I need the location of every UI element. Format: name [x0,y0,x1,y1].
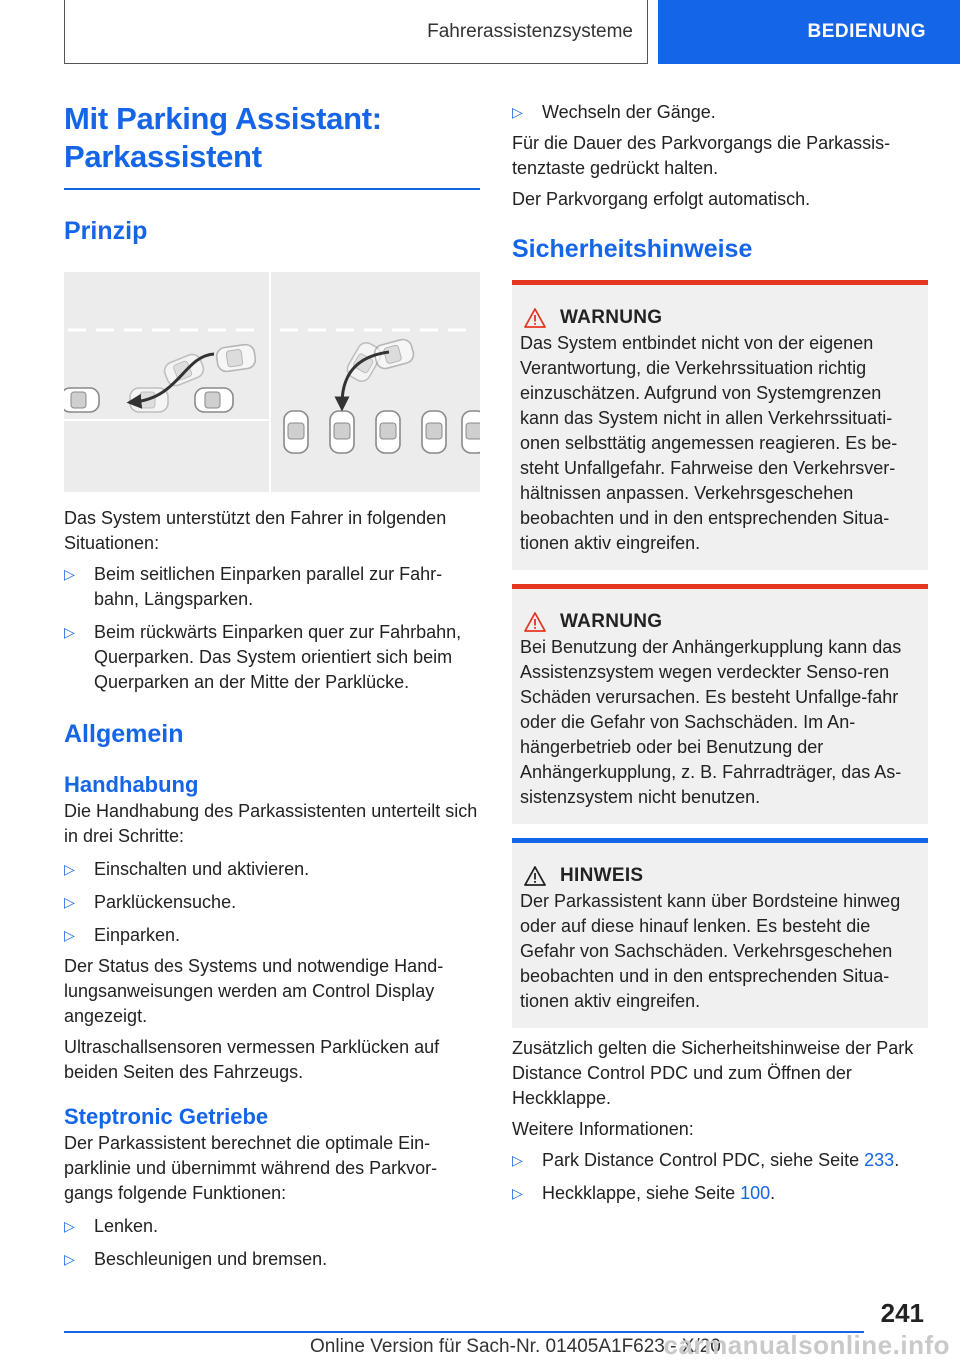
warning-title-row [520,611,920,633]
auto-text: Der Parkvorgang erfolgt automatisch. [512,189,811,209]
bullet-triangle-icon: ▷ [64,566,75,582]
warning-title-row [520,307,920,329]
parking-illustration [64,272,480,492]
page-link-233[interactable]: 233 [864,1150,895,1170]
warning-text: Das System entbindet nicht von der eigenen Verantwortung, die Verkehrssituation richtig einzuschätzen. Aufgrund von Systemgrenzen kann das System nicht in allen Verkehrssituati-onen selbsttätig angemessen reagieren. Es be-steht Unfallgefahr. Fahrweise den Verkehrsver-hältnissen anpassen. Verkehrsgeschehen beobachten und in den entsprechenden Situa-tionen aktiv eingreifen. [520,333,898,553]
handling-text: Die Handhabung des Parkassistenten unterteilt sich in drei Schritte: [64,801,478,846]
hint-triangle-icon [524,866,546,886]
list-item: ▷ Parklückensuche. [64,890,480,915]
bullet-triangle-icon: ▷ [64,624,75,640]
list-item: ▷ Park Distance Control PDC, siehe Seite 233. [512,1148,928,1173]
list-item: ▷ Beschleunigen und bremsen. [64,1247,480,1272]
bullet-triangle-icon: ▷ [64,1251,75,1267]
warning-triangle-icon [524,308,546,328]
principle-heading: Prinzip [64,217,148,245]
warning-box-1 [512,280,928,570]
bullet-triangle-icon: ▷ [512,104,523,120]
refs-list [512,1148,928,1206]
hint-title-row [520,865,920,887]
bullet-triangle-icon: ▷ [64,927,75,943]
bullet-triangle-icon: ▷ [64,894,75,910]
hold-text: Für die Dauer des Parkvorgangs die Parkassis-tenztaste gedrückt halten. [512,133,891,178]
steptronic-text: Der Parkassistent berechnet die optimale Ein-parklinie und übernimmt während des Parkvor-gangs folgende Funktionen: [64,1133,438,1203]
list-item: ▷ Einparken. [64,923,480,948]
handling-heading: Handhabung [64,772,199,797]
list-item: ▷ Beim rückwärts Einparken quer zur Fahrbahn, Querparken. Das System orientiert sich beim Querparken an der Mitte der Parklücke. [64,622,462,692]
intro-text: Das System unterstützt den Fahrer in folgenden Situationen: [64,508,447,553]
hint-box [512,838,928,1028]
general-heading: Allgemein [64,720,184,748]
hint-title: HINWEIS [560,865,644,886]
bullet-triangle-icon: ▷ [512,1185,523,1201]
safety-heading: Sicherheitshinweise [512,235,753,263]
page-link-100[interactable]: 100 [740,1183,771,1203]
page-title: Mit Parking Assistant: Parkassistent [64,101,382,174]
more-info-label: Weitere Informationen: [512,1119,694,1139]
list-item: ▷ Beim seitlichen Einparken parallel zur Fahr-bahn, Längsparken. [64,564,443,609]
situations-list [64,562,480,695]
parking-diagram-icon [64,272,480,492]
footer-online-version: Online Version für Sach-Nr. 01405A1F623 - X/20 [310,1336,721,1357]
hint-text: Der Parkassistent kann über Bordsteine hinweg oder auf diese hinauf lenken. Es besteht die Gefahr von Sachschäden. Verkehrsgeschehen beobachten und in den entsprechenden Situa-tionen aktiv eingreifen. [520,891,901,1011]
warning-triangle-icon [524,612,546,632]
left-column [64,100,480,1272]
warning-box-2 [512,584,928,824]
page-number: 241 [880,1298,924,1328]
right-column [512,100,928,1206]
watermark: carmanualsonline.info [663,1330,950,1360]
warning-title: WARNUNG [560,611,663,632]
header-chapter-title: BEDIENUNG [807,21,926,42]
steps-list [64,857,480,948]
list-item: ▷ Einschalten und aktivieren. [64,857,480,882]
bullet-triangle-icon: ▷ [512,1152,523,1168]
warning-title: WARNUNG [560,307,663,328]
functions-list [64,1214,480,1272]
header-section-title: Fahrerassistenzsysteme [427,20,633,42]
steptronic-heading: Steptronic Getriebe [64,1104,269,1129]
list-item: ▷ Wechseln der Gänge. [512,100,928,125]
status-text: Der Status des Systems und notwendige Hand-lungsanweisungen werden am Control Display angezeigt. [64,956,444,1026]
additional-text: Zusätzlich gelten die Sicherheitshinweise der Park Distance Control PDC und zum Öffnen der Heckklappe. [512,1038,914,1108]
list-item: ▷ Heckklappe, siehe Seite 100. [512,1181,928,1206]
bullet-triangle-icon: ▷ [64,1218,75,1234]
header-section-tab [64,0,648,64]
bullet-triangle-icon: ▷ [64,861,75,877]
list-item: ▷ Lenken. [64,1214,480,1239]
functions-list-cont [512,100,928,125]
warning-text: Bei Benutzung der Anhängerkupplung kann das Assistenzsystem wegen verdeckter Senso-ren Schäden verursachen. Es besteht Unfallge-fahr oder die Gefahr von Sachschäden. Im An-hängerbetrieb oder bei Benutzung der Anhängerkupplung, z. B. Fahrradträger, das As-sistenzsystem nicht benutzen. [520,637,902,807]
title-rule [64,188,480,190]
header-chapter-tab [658,0,960,64]
sensor-text: Ultraschallsensoren vermessen Parklücken auf beiden Seiten des Fahrzeugs. [64,1037,440,1082]
